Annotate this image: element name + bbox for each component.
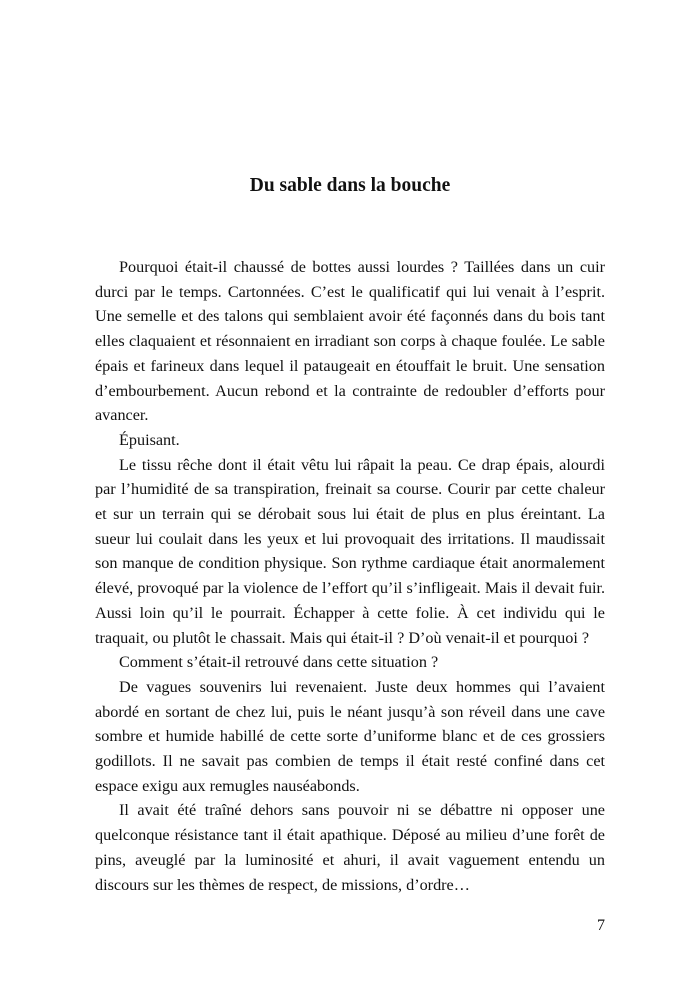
page-number: 7 <box>597 917 605 934</box>
paragraph: De vagues souvenirs lui revenaient. Juste deux hommes qui l’avaient abordé en sortant de chez lui, puis le néant jusqu’à son réveil dans une cave sombre et humide habillé de cette sorte d’uniforme blanc et de ces grossiers godillots. Il ne savait pas combien de temps il était resté confiné dans cet espace exigu aux remugles nauséabonds. <box>95 677 605 795</box>
chapter-title: Du sable dans la bouche <box>249 175 451 196</box>
paragraph: Comment s’était-il retrouvé dans cette situation ? <box>119 653 439 672</box>
paragraph: Le tissu rêche dont il était vêtu lui râpait la peau. Ce drap épais, alourdi par l’humidité de sa transpiration, freinait sa course. Courir par cette chaleur et sur un terrain qui se dérobait sous lui était de plus en plus éreintant. La sueur lui coulait dans les yeux et lui provoquait des irritations. Il maudissait son manque de condition physique. Son rythme cardiaque était anormalement élevé, provoqué par la violence de l’effort qu’il s’infligeait. Mais il devait fuir. Aussi loin qu’il le pourrait. Échapper à cette folie. À cet individu qui le traquait, ou plutôt le chassait. Mais qui était-il ? D’où venait-il et pourquoi ? <box>95 455 605 647</box>
paragraph: Épuisant. <box>119 430 180 449</box>
paragraph: Il avait été traîné dehors sans pouvoir ni se débattre ni opposer une quelconque résistance tant il était apathique. Déposé au milieu d’une forêt de pins, aveuglé par la luminosité et ahuri, il avait vaguement entendu un discours sur les thèmes de respect, de missions, d’ordre… <box>95 801 605 894</box>
paragraph: Pourquoi était-il chaussé de bottes aussi lourdes ? Taillées dans un cuir durci par le temps. Cartonnées. C’est le qualificatif qui lui venait à l’esprit. Une semelle et des talons qui semblaient avoir été façonnés dans du bois tant elles claquaient et résonnaient en irradiant son corps à chaque foulée. Le sable épais et farineux dans lequel il pataugeait en étouffait le bruit. Une sensation d’embourbement. Aucun rebond et la contrainte de redoubler d’efforts pour avancer. <box>95 258 605 425</box>
body-text <box>95 255 605 897</box>
